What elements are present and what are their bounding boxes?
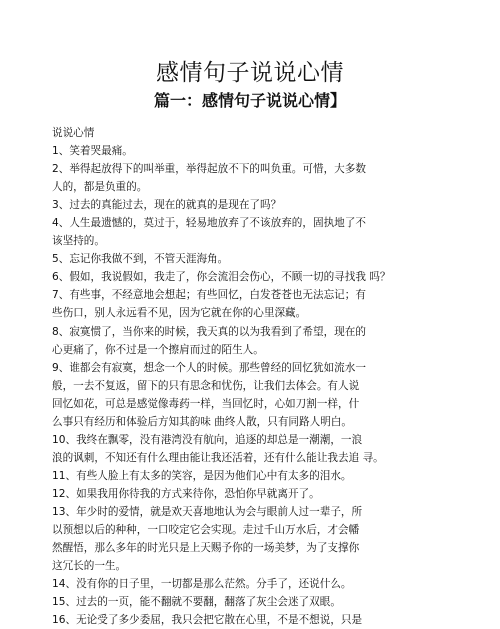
document-title: 感情句子说说心情: [156, 60, 344, 86]
text-line: 16、无论受了多少委屈，我只会把它散在心里，不是不想说，只是: [52, 614, 363, 627]
text-line: 6、假如，我说假如，我走了，你会流泪会伤心，不顾一切的寻找我 吗？: [52, 271, 391, 284]
text-line: 么事只有经历和体验后方知其韵味 曲终人散，只有同路人明白。: [52, 415, 352, 428]
text-line: 2、举得起放得下的叫举重，举得起放不下的叫负重。可惜，大多数: [52, 163, 366, 176]
document-subtitle: 篇一：感情句子说说心情】: [153, 91, 346, 110]
text-line: 然醒悟，那么多年的时光只是上天赐予你的一场美梦，为了支撑你: [52, 542, 360, 555]
text-line: 10、我终在飘零，没有港湾没有航向，追逐的却总是一潮潮，一浪: [52, 433, 363, 446]
text-line: 这冗长的一生。: [52, 560, 127, 573]
text-line: 该坚持的。: [52, 235, 105, 248]
text-line: 13、年少时的爱情，就是欢天喜地地认为会与眼前人过一辈子，所: [52, 505, 363, 518]
text-line: 些伤口，别人永远看不见，因为它就在你的心里深藏。: [52, 307, 307, 320]
text-line: 14、没有你的日子里，一切都是那么茫然。分手了，还说什么。: [52, 578, 352, 591]
text-line: 9、谁都会有寂寞，想念一个人的时候。那些曾经的回忆犹如流水一: [52, 361, 366, 374]
text-line: 说说心情: [52, 127, 95, 139]
text-line: 3、过去的真能过去，现在的就真的是现在了吗？: [52, 199, 282, 212]
text-line: 15、过去的一页，能不翻就不要翻，翻落了灰尘会迷了双眼。: [52, 596, 341, 609]
text-line: 人的，都是负重的。: [52, 181, 148, 194]
text-line: 4、人生最遗憾的，莫过于，轻易地放弃了不该放弃的，固执地了不: [52, 217, 366, 230]
text-line: 回忆如花，可总是感觉像毒药一样，当回忆时，心如刀割一样，什: [52, 397, 360, 410]
document-body: [52, 124, 492, 629]
text-line: 浪的讽刺，不知还有什么理由能让我还活着，还有什么能让我去追 寻。: [52, 451, 384, 464]
text-line: 11、有些人脸上有太多的笑容，是因为他们心中有太多的泪水。: [52, 469, 352, 482]
text-line: 1、笑着哭最痛。: [52, 145, 133, 158]
text-line: 8、寂寞惯了，当你来的时候，我天真的以为我看到了希望，现在的: [52, 325, 366, 338]
text-line: 心更痛了，你不过是一个擦肩而过的陌生人。: [52, 343, 264, 356]
text-line: 7、有些事，不经意地会想起；有些回忆，白发苍苍也无法忘记；有: [52, 289, 366, 302]
text-line: 以预想以后的种种，一口咬定它会实现。走过千山万水后，才会幡: [52, 524, 360, 537]
text-line: 5、忘记你我做不到，不管天涯海角。: [52, 253, 229, 266]
text-line: 12、如果我用你待我的方式来待你，恐怕你早就离开了。: [52, 487, 320, 500]
text-line: 般，一去不复返，留下的只有思念和忧伤，让我们去体会。有人说: [52, 379, 360, 392]
